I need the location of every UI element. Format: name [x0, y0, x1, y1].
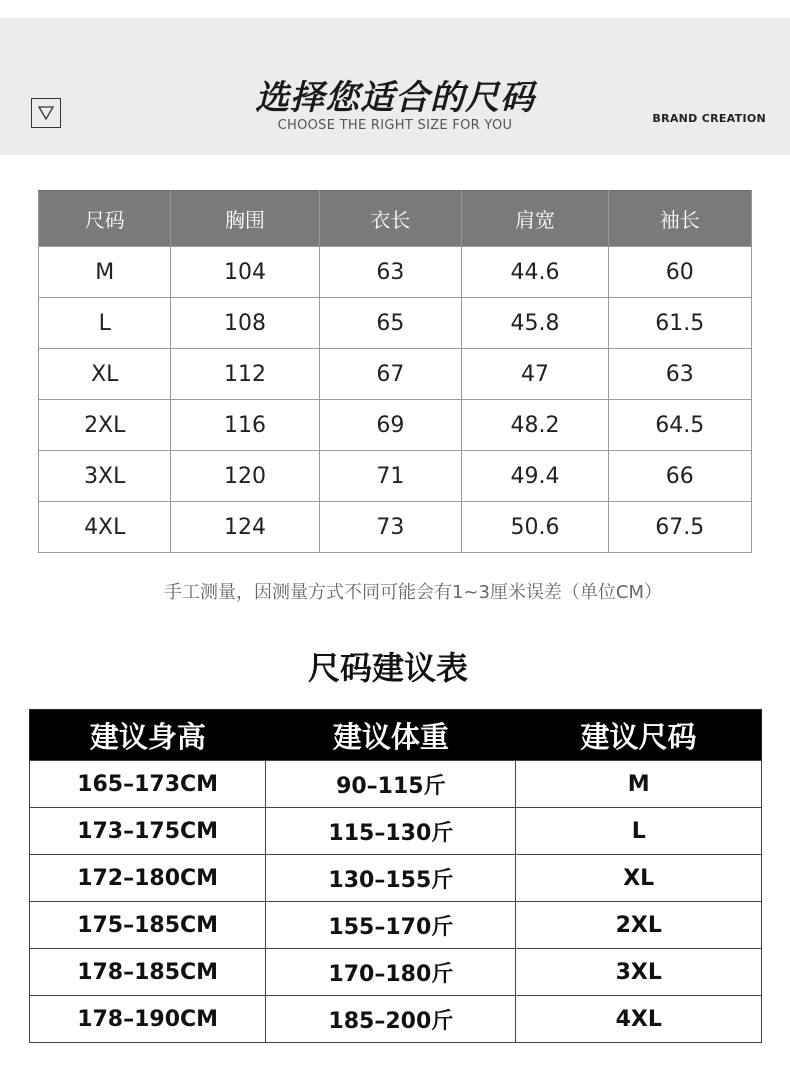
table-row: [30, 855, 762, 902]
size-chart-header-row: [39, 191, 752, 247]
page-title: 选择您适合的尺码: [255, 78, 535, 118]
table-cell: 71: [319, 451, 462, 502]
table-cell: L: [39, 298, 171, 349]
table-row: [39, 451, 752, 502]
table-cell: 178–190CM: [30, 996, 266, 1043]
table-cell: 115–130斤: [266, 808, 516, 855]
recommend-header-cell: 建议身高: [30, 710, 266, 761]
table-cell: 112: [171, 349, 319, 400]
table-cell: 104: [171, 247, 319, 298]
recommend-header-cell: 建议体重: [266, 710, 516, 761]
table-cell: 47: [462, 349, 608, 400]
table-cell: 2XL: [516, 902, 762, 949]
table-cell: M: [39, 247, 171, 298]
table-cell: XL: [39, 349, 171, 400]
table-row: [39, 502, 752, 553]
table-cell: XL: [516, 855, 762, 902]
table-cell: 108: [171, 298, 319, 349]
recommend-title: 尺码建议表: [307, 649, 468, 687]
table-cell: 4XL: [516, 996, 762, 1043]
table-cell: 90–115斤: [266, 761, 516, 808]
table-cell: 61.5: [608, 298, 751, 349]
table-cell: 67: [319, 349, 462, 400]
size-header-cell: 尺码: [39, 191, 171, 247]
table-row: [30, 808, 762, 855]
table-cell: 3XL: [39, 451, 171, 502]
table-row: [30, 996, 762, 1043]
measurement-note: 手工测量，因测量方式不同可能会有1~3厘米误差（单位CM）: [163, 582, 663, 603]
table-cell: 116: [171, 400, 319, 451]
table-row: [30, 902, 762, 949]
table-cell: 49.4: [462, 451, 608, 502]
table-cell: 45.8: [462, 298, 608, 349]
table-cell: 155–170斤: [266, 902, 516, 949]
header-banner: [0, 18, 790, 155]
table-cell: 69: [319, 400, 462, 451]
table-cell: 63: [319, 247, 462, 298]
table-row: [39, 298, 752, 349]
table-cell: 130–155斤: [266, 855, 516, 902]
table-cell: 65: [319, 298, 462, 349]
table-cell: L: [516, 808, 762, 855]
table-row: [39, 400, 752, 451]
table-cell: 173–175CM: [30, 808, 266, 855]
brand-label: BRAND CREATION: [652, 112, 766, 125]
table-cell: 66: [608, 451, 751, 502]
table-row: [30, 949, 762, 996]
table-cell: 170–180斤: [266, 949, 516, 996]
size-chart-table: [38, 190, 752, 553]
table-cell: 175–185CM: [30, 902, 266, 949]
table-cell: 165–173CM: [30, 761, 266, 808]
table-cell: 73: [319, 502, 462, 553]
table-cell: 3XL: [516, 949, 762, 996]
table-cell: 4XL: [39, 502, 171, 553]
table-cell: 60: [608, 247, 751, 298]
size-header-cell: 衣长: [319, 191, 462, 247]
table-cell: M: [516, 761, 762, 808]
size-header-cell: 胸围: [171, 191, 319, 247]
table-row: [39, 349, 752, 400]
table-cell: 50.6: [462, 502, 608, 553]
table-cell: 124: [171, 502, 319, 553]
table-cell: 178–185CM: [30, 949, 266, 996]
table-cell: 44.6: [462, 247, 608, 298]
table-cell: 67.5: [608, 502, 751, 553]
table-cell: 63: [608, 349, 751, 400]
table-row: [30, 761, 762, 808]
table-row: [39, 247, 752, 298]
recommend-table: [29, 709, 762, 1043]
table-cell: 185–200斤: [266, 996, 516, 1043]
size-header-cell: 肩宽: [462, 191, 608, 247]
recommend-header-row: [30, 710, 762, 761]
table-cell: 48.2: [462, 400, 608, 451]
table-cell: 2XL: [39, 400, 171, 451]
size-header-cell: 袖长: [608, 191, 751, 247]
recommend-header-cell: 建议尺码: [516, 710, 762, 761]
page-subtitle: CHOOSE THE RIGHT SIZE FOR YOU: [277, 118, 513, 133]
table-cell: 120: [171, 451, 319, 502]
table-cell: 172–180CM: [30, 855, 266, 902]
table-cell: 64.5: [608, 400, 751, 451]
